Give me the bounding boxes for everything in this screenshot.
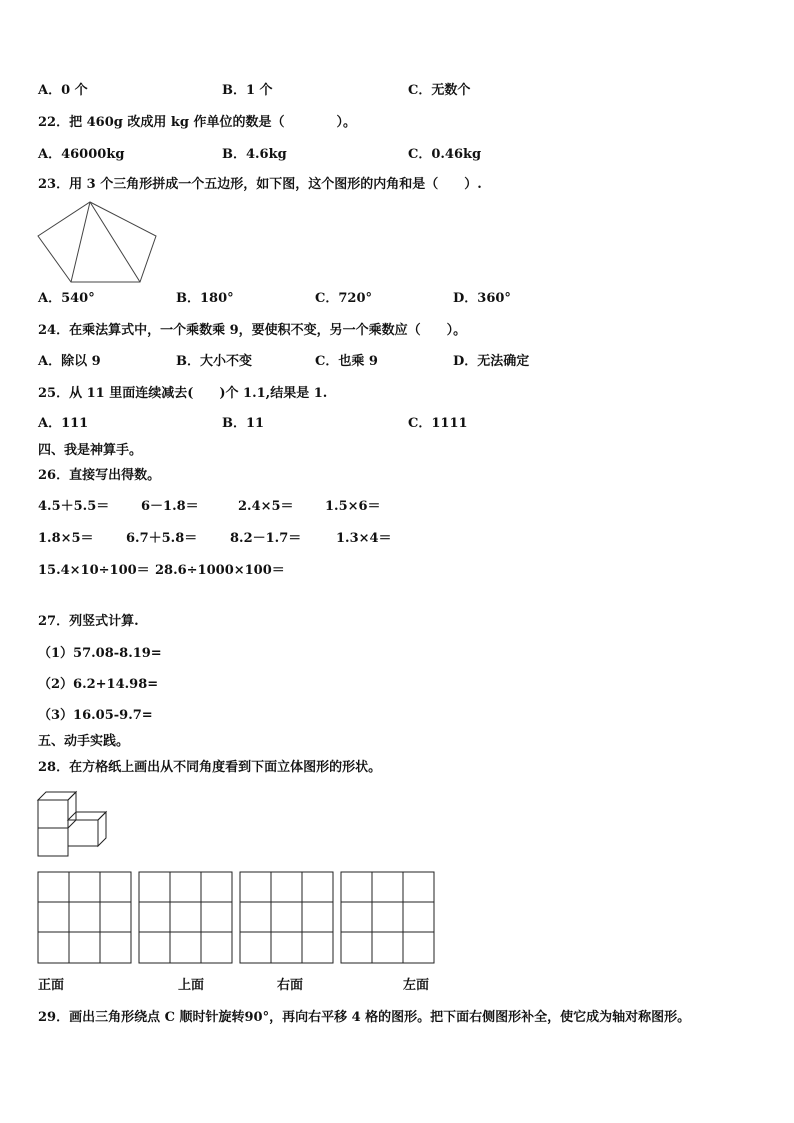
q26-expr: 28.6÷1000×100＝ [155, 563, 285, 578]
q29-stem: 29．画出三角形绕点 C 顺时针旋转90°，再向右平移 4 格的图形。把下面右侧图形补全，使它成为轴对称图形。 [38, 1010, 691, 1025]
q21-option-b: B．1 个 [222, 83, 273, 98]
q26-expr: 4.5＋5.5＝ [38, 499, 110, 514]
q22-option-a: A．46000kg [38, 147, 125, 162]
q26-expr: 1.5×6＝ [325, 499, 381, 514]
q26-expr: 1.8×5＝ [38, 531, 94, 546]
q23-option-d: D．360° [453, 291, 511, 306]
pentagon-figure [36, 200, 166, 290]
q22-option-c: C．0.46kg [408, 147, 482, 162]
q23-option-a: A．540° [38, 291, 95, 306]
q27-item-2: （2）6.2+14.98= [38, 677, 159, 692]
q26-expr: 6.7＋5.8＝ [126, 531, 198, 546]
q22-option-b: B．4.6kg [222, 147, 287, 162]
q23-option-c: C．720° [315, 291, 372, 306]
q28-stem: 28．在方格纸上画出从不同角度看到下面立体图形的形状。 [38, 760, 382, 775]
q25-option-b: B．11 [222, 416, 265, 431]
grid-label-top: 上面 [178, 978, 205, 993]
q26-expr: 1.3×4＝ [336, 531, 392, 546]
answer-grids [37, 871, 437, 966]
q26-expr: 2.4×5＝ [238, 499, 294, 514]
q25-option-c: C．1111 [408, 416, 468, 431]
grid-label-front: 正面 [38, 978, 65, 993]
grid-label-left: 左面 [403, 978, 430, 993]
q24-option-d: D．无法确定 [453, 354, 530, 369]
q23-option-b: B．180° [176, 291, 234, 306]
q26-expr: 15.4×10÷100＝ [38, 563, 150, 578]
q24-option-a: A．除以 9 [38, 354, 101, 369]
section-5-heading: 五、动手实践。 [38, 734, 130, 749]
q24-option-c: C．也乘 9 [315, 354, 378, 369]
q27-item-1: （1）57.08-8.19= [38, 646, 162, 661]
q25-stem: 25．从 11 里面连续减去( )个 1.1,结果是 1. [38, 386, 328, 401]
grid-label-right: 右面 [277, 978, 304, 993]
q27-item-3: （3）16.05-9.7= [38, 708, 153, 723]
q24-option-b: B．大小不变 [176, 354, 252, 369]
q23-stem: 23．用 3 个三角形拼成一个五边形，如下图，这个图形的内角和是（ ）. [38, 177, 482, 192]
q27-stem: 27．列竖式计算. [38, 614, 139, 629]
q21-option-a: A．0 个 [38, 83, 88, 98]
section-4-heading: 四、我是神算手。 [38, 443, 143, 458]
q21-option-c: C．无数个 [408, 83, 471, 98]
q24-stem: 24．在乘法算式中，一个乘数乘 9，要使积不变，另一个乘数应（ ）。 [38, 323, 467, 338]
q26-expr: 8.2－1.7＝ [230, 531, 302, 546]
q22-stem: 22．把 460g 改成用 kg 作单位的数是（ ）。 [38, 115, 357, 130]
cube-stack-figure [36, 788, 116, 860]
q25-option-a: A．111 [38, 416, 89, 431]
q26-stem: 26．直接写出得数。 [38, 468, 161, 483]
q26-expr: 6－1.8＝ [141, 499, 199, 514]
